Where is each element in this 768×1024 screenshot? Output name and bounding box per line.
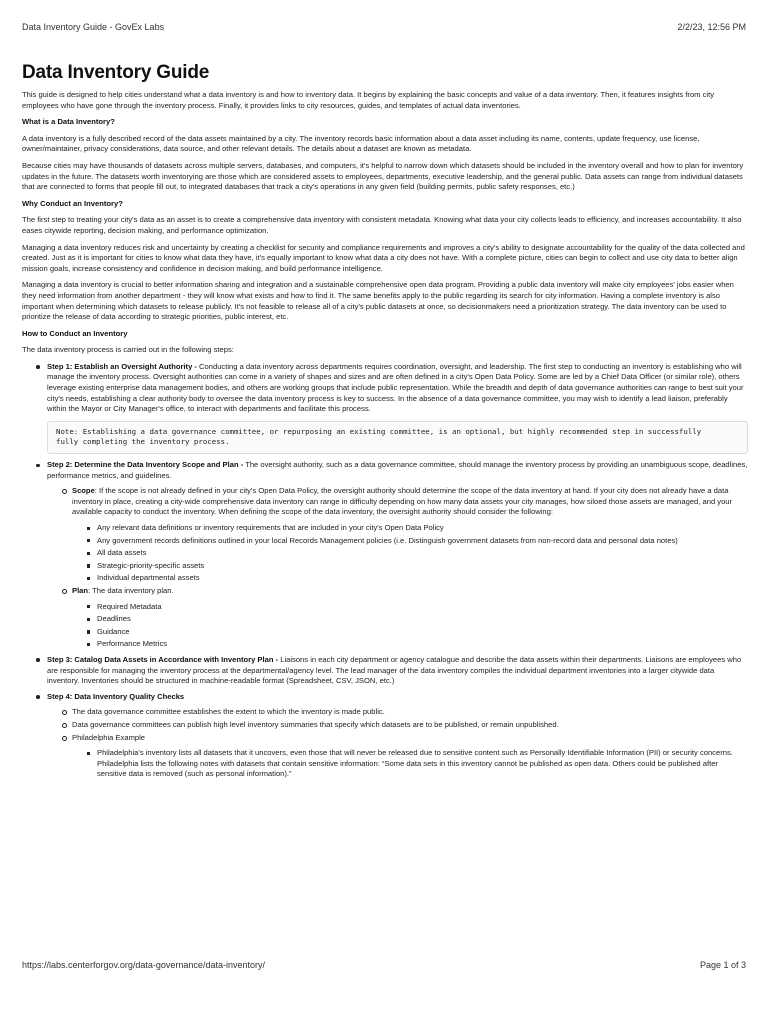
- page-url: https://labs.centerforgov.org/data-governance/data-inventory/: [22, 960, 265, 970]
- print-header-title: Data Inventory Guide - GovEx Labs: [22, 22, 165, 32]
- list-item: Required Metadata: [86, 602, 748, 613]
- step-3-text: Liaisons in each city department or agency catalogue and describe the data assets within their departments. Liaisons are employees who are responsible for managing the inventory process at the departmental/agency level. The lead manager of the data inventory compiles the individual department inventories into a larger citywide data inventory. Inventories should be structured in machine-readable format (Spreadsheet, CSV, JSON, etc.): [47, 654, 742, 686]
- list-item: Individual departmental assets: [86, 573, 748, 584]
- plan-list: [72, 602, 748, 650]
- page-number: Page 1 of 3: [699, 960, 746, 970]
- page-title: Data Inventory Guide: [22, 62, 210, 83]
- how-heading: How to Conduct an Inventory: [22, 328, 128, 338]
- plan-text: : The data inventory plan.: [88, 585, 174, 595]
- print-header: [22, 22, 746, 32]
- steps-list: [22, 362, 748, 780]
- list-item: Performance Metrics: [86, 639, 748, 650]
- list-item: Philadelphia's inventory lists all datasets that it uncovers, even those that will never be released due to sensitive content such as Personally Identifiable Information (PII) or security concerns. Philadelphia lists the following notes with datasets that contain sensitive information: “Some data sets in this inventory cannot be published as open data. Others could be published after sensitive data is removed (such as personal information).”: [86, 748, 748, 780]
- step-2: [34, 460, 748, 650]
- step-2-label: Step 2: Determine the Data Inventory Scope and Plan -: [47, 460, 244, 470]
- step-4-label: Step 4: Data Inventory Quality Checks: [47, 691, 185, 701]
- print-footer: [22, 960, 746, 970]
- scope-considerations-list: [72, 523, 748, 584]
- list-item: Deadlines: [86, 614, 748, 625]
- scope-text: : If the scope is not already defined in your city's Open Data Policy, the oversight authority should determine the scope of the data inventory at hand. If your city does not already have a data inventory in place, creating a city-wide comprehensive data inventory can range in difficulty depending on how many data assets your city manages, how siloed those assets are managed, and your available capacity to conduct the inventory. When defining the scope of the data inventory, the oversight authority should consider the following:: [72, 486, 733, 517]
- step-1-text: Conducting a data inventory across departments requires coordination, oversight, and leadership. The first step to conducting an inventory is establishing who will manage the inventory process. Oversight authorities can come in a variety of shapes and sizes and are often defined in a city's Open Data Policy. Some are led by a Chief Data Officer (or similar role), others leverage existing enterprise data management bodies, and others are working groups that include public representation. While the breadth and depth of data governance authorities can range to best suit your city's needs, establishing a clear authority body to oversee the data inventory process is key to success. In the absence of a data governance committee, you may wish to identify a lead liaison, preferably within the Mayor or City Manager's office, to interact with departments and facilitate this process.: [47, 361, 744, 414]
- why-paragraph-3: Managing a data inventory is crucial to better information sharing and integration and a sustainable comprehensive open data program. Providing a public data inventory will make city employees' jobs easier when they need information from another department - they will know what exists and how to find it. The same benefits apply to the public regarding its search for city information. Having a complete inventory is also important when determining which datasets to release publicly. It's not feasible to release all of a city's public datasets at once, so decisionmakers need a prioritization strategy. The data inventory can be used to prioritize the release of data according to strategic priorities, public interest, etc.: [22, 280, 734, 322]
- list-item: Strategic-priority-specific assets: [86, 561, 748, 572]
- why-paragraph-2: Managing a data inventory reduces risk and uncertainty by creating a checklist for security and compliance requirements and improves a city's ability to designate accountability for the quality of the data collected and created. Just as it is important for cities to know what data they have, it's equally important to know what data a city does not have. With a complete picture, cities can begin to collect and use city data to better align mission goals, increase consistency and confidence in decision making, and build performance intelligence.: [22, 242, 745, 273]
- step-1-label: Step 1: Establish an Oversight Authority -: [47, 361, 197, 371]
- step-3: [34, 655, 748, 687]
- philadelphia-item: [61, 733, 748, 780]
- what-is-paragraph-2: Because cities may have thousands of datasets across multiple servers, databases, and computers, it's helpful to narrow down which datasets should be included in the inventory overall and how to plan for inventory updates in the future. The datasets worth inventorying are those which are considered assets to employees, departments, executive leadership, and the general public. Data assets can range from individual datasets that are connected to forms that people fill out, to integrated databases that track a city's operations in any given field (building permits, public safety responses, etc.): [22, 160, 744, 192]
- step-4-sublist: [47, 707, 748, 780]
- step-3-label: Step 3: Catalog Data Assets in Accordance with Inventory Plan -: [47, 654, 279, 664]
- list-item: Guidance: [86, 627, 748, 638]
- note-block: Note: Establishing a data governance committee, or repurposing an existing committee, is an optional, but highly recommended step in successfully fully completing the inventory process.: [47, 421, 748, 454]
- list-item: All data assets: [86, 548, 748, 559]
- step-4: [34, 692, 748, 780]
- list-item: Any government records definitions outlined in your local Records Management policies (i.e. Distinguish government datasets from non-record data and personal data notes): [86, 536, 748, 547]
- list-item: Data governance committees can publish high level inventory summaries that specify which datasets are to be published, or remain unpublished.: [61, 720, 748, 731]
- document-body: [22, 62, 748, 950]
- scope-item: [61, 486, 748, 584]
- why-paragraph-1: The first step to treating your city's data as an asset is to create a comprehensive data inventory with consistent metadata. Knowing what data your city collects leads to efficiency, and increases accountability. It also eases citywide reporting, decision making, and performance optimization.: [22, 215, 742, 235]
- list-item: The data governance committee establishes the extent to which the inventory is made public.: [61, 707, 748, 718]
- step-1: [34, 362, 748, 454]
- what-is-paragraph-1: A data inventory is a fully described record of the data assets maintained by a city. The inventory records basic information about a data asset including its name, contents, update frequency, use license, owner/maintainer, privacy considerations, data source, and other relevant details. The details about a dataset are known as metadata.: [22, 133, 700, 154]
- intro-paragraph: This guide is designed to help cities understand what a data inventory is and how to inventory data. It begins by explaining the basic concepts and value of a data inventory. Then, it features insights from city employees who have gone through the inventory process. Finally, it provides links to city resources, guides, and templates of actual data inventories.: [22, 90, 715, 110]
- list-item: Any relevant data definitions or inventory requirements that are included in your city's Open Data Policy: [86, 523, 748, 534]
- plan-label: Plan: [72, 585, 89, 595]
- philadelphia-label: Philadelphia Example: [72, 732, 146, 742]
- philadelphia-list: [72, 748, 748, 780]
- print-header-datetime: 2/2/23, 12:56 PM: [677, 22, 746, 32]
- step-2-sublist: [47, 486, 748, 650]
- how-intro: The data inventory process is carried out in the following steps:: [22, 345, 234, 355]
- step-2-text: The oversight authority, such as a data governance committee, should manage the inventory process by providing an unambiguous scope, deadlines, performance metrics, and guidelines.: [47, 460, 748, 480]
- why-heading: Why Conduct an Inventory?: [22, 198, 123, 208]
- scope-label: Scope: [72, 486, 95, 496]
- plan-item: [61, 586, 748, 650]
- what-is-heading: What is a Data Inventory?: [22, 117, 115, 127]
